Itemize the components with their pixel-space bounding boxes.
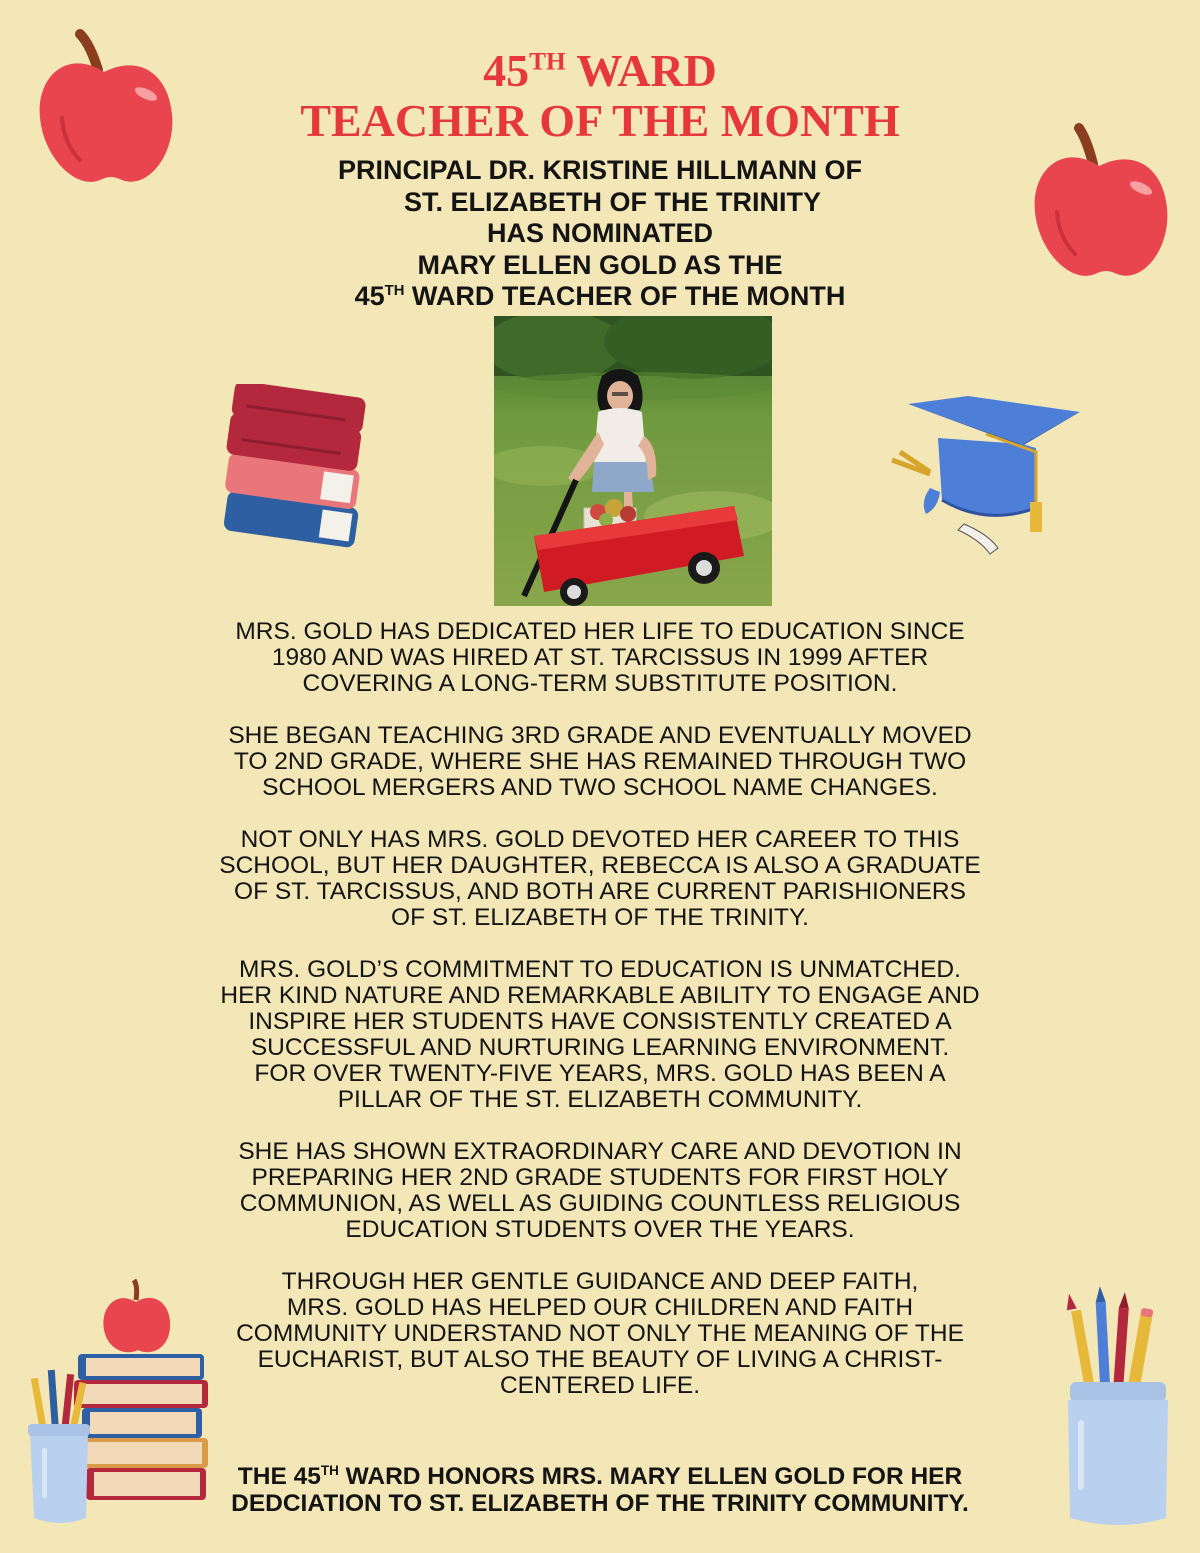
body-line: PILLAR OF THE ST. ELIZABETH COMMUNITY. — [337, 1086, 863, 1113]
body-line: SCHOOL, BUT HER DAUGHTER, REBECCA IS ALSO A GRADUATE — [219, 852, 981, 879]
body-line: SCHOOL MERGERS AND TWO SCHOOL NAME CHANGES. — [262, 774, 938, 801]
teacher-photo — [494, 316, 772, 606]
apple-icon — [1030, 112, 1172, 284]
subhead-superscript: TH — [384, 283, 405, 299]
body-line: THROUGH HER GENTLE GUIDANCE AND DEEP FAITH, — [281, 1268, 919, 1295]
body-line: SUCCESSFUL AND NURTURING LEARNING ENVIRONMENT. — [250, 1034, 950, 1061]
body-line: COVERING A LONG-TERM SUBSTITUTE POSITION. — [302, 670, 898, 697]
body-line: OF ST. ELIZABETH OF THE TRINITY. — [391, 904, 809, 931]
subhead-line: PRINCIPAL DR. KRISTINE HILLMANN OF — [338, 155, 862, 185]
body-line: COMMUNITY UNDERSTAND NOT ONLY THE MEANING OF THE — [236, 1320, 964, 1347]
paragraph-4 — [170, 957, 1030, 1113]
body-line: NOT ONLY HAS MRS. GOLD DEVOTED HER CAREER TO THIS — [240, 826, 960, 853]
body-line: PREPARING HER 2ND GRADE STUDENTS FOR FIRST HOLY — [251, 1164, 949, 1191]
body-line: CENTERED LIFE. — [499, 1372, 701, 1399]
paragraph-5 — [170, 1139, 1030, 1243]
body-line: HER KIND NATURE AND REMARKABLE ABILITY TO ENGAGE AND — [220, 982, 980, 1009]
book-stack-icon — [218, 384, 382, 556]
body-line: MRS. GOLD HAS HELPED OUR CHILDREN AND FAITH — [286, 1294, 914, 1321]
title-word: WARD — [565, 45, 717, 96]
body-line: INSPIRE HER STUDENTS HAVE CONSISTENTLY CREATED A — [248, 1008, 952, 1035]
apple-icon — [36, 18, 176, 190]
closing-line: DEDCIATION TO ST. ELIZABETH OF THE TRINITY COMMUNITY. — [231, 1490, 969, 1517]
body-line: TO 2ND GRADE, WHERE SHE HAS REMAINED THROUGH TWO — [233, 748, 967, 775]
books-apple-pencils-icon — [26, 1278, 212, 1530]
body-line: EDUCATION STUDENTS OVER THE YEARS. — [345, 1216, 855, 1243]
body-text — [170, 619, 1030, 1425]
pencil-jar-icon — [1064, 1284, 1172, 1528]
graduation-cap-icon — [886, 396, 1082, 558]
closing-superscript: TH — [320, 1462, 339, 1478]
body-line: SHE BEGAN TEACHING 3RD GRADE AND EVENTUALLY MOVED — [228, 722, 972, 749]
subhead-line: ST. ELIZABETH OF THE TRINITY — [404, 186, 821, 217]
subhead-text: WARD TEACHER OF THE MONTH — [404, 281, 846, 311]
closing-statement — [170, 1463, 1030, 1517]
paragraph-1 — [170, 619, 1030, 697]
title-line-2: TEACHER OF THE MONTH — [300, 95, 900, 146]
title-line-1 — [0, 45, 1200, 96]
subhead-number: 45 — [354, 281, 385, 311]
subhead-line: MARY ELLEN GOLD AS THE — [417, 249, 783, 280]
paragraph-2 — [170, 723, 1030, 801]
paragraph-6 — [170, 1269, 1030, 1399]
paragraph-3 — [170, 827, 1030, 931]
body-line: COMMUNION, AS WELL AS GUIDING COUNTLESS RELIGIOUS — [239, 1190, 961, 1217]
body-line: SHE HAS SHOWN EXTRAORDINARY CARE AND DEVOTION IN — [238, 1138, 962, 1165]
body-line: OF ST. TARCISSUS, AND BOTH ARE CURRENT PARISHIONERS — [234, 878, 966, 905]
subhead-line: HAS NOMINATED — [487, 218, 713, 248]
body-line: 1980 AND WAS HIRED AT ST. TARCISSUS IN 1999 AFTER — [271, 644, 929, 671]
body-line: MRS. GOLD’S COMMITMENT TO EDUCATION IS UNMATCHED. — [239, 956, 961, 983]
closing-prefix: THE 45 — [237, 1463, 321, 1490]
closing-text: WARD HONORS MRS. MARY ELLEN GOLD FOR HER — [338, 1463, 963, 1490]
subhead-line — [0, 281, 1200, 313]
closing-line — [170, 1463, 1030, 1490]
title-number: 45 — [483, 45, 530, 96]
title-superscript: TH — [529, 47, 566, 76]
body-line: EUCHARIST, BUT ALSO THE BEAUTY OF LIVING A CHRIST- — [257, 1346, 943, 1373]
body-line: MRS. GOLD HAS DEDICATED HER LIFE TO EDUCATION SINCE — [235, 618, 965, 645]
body-line: FOR OVER TWENTY-FIVE YEARS, MRS. GOLD HAS BEEN A — [254, 1060, 946, 1087]
nomination-subheading — [0, 155, 1200, 313]
